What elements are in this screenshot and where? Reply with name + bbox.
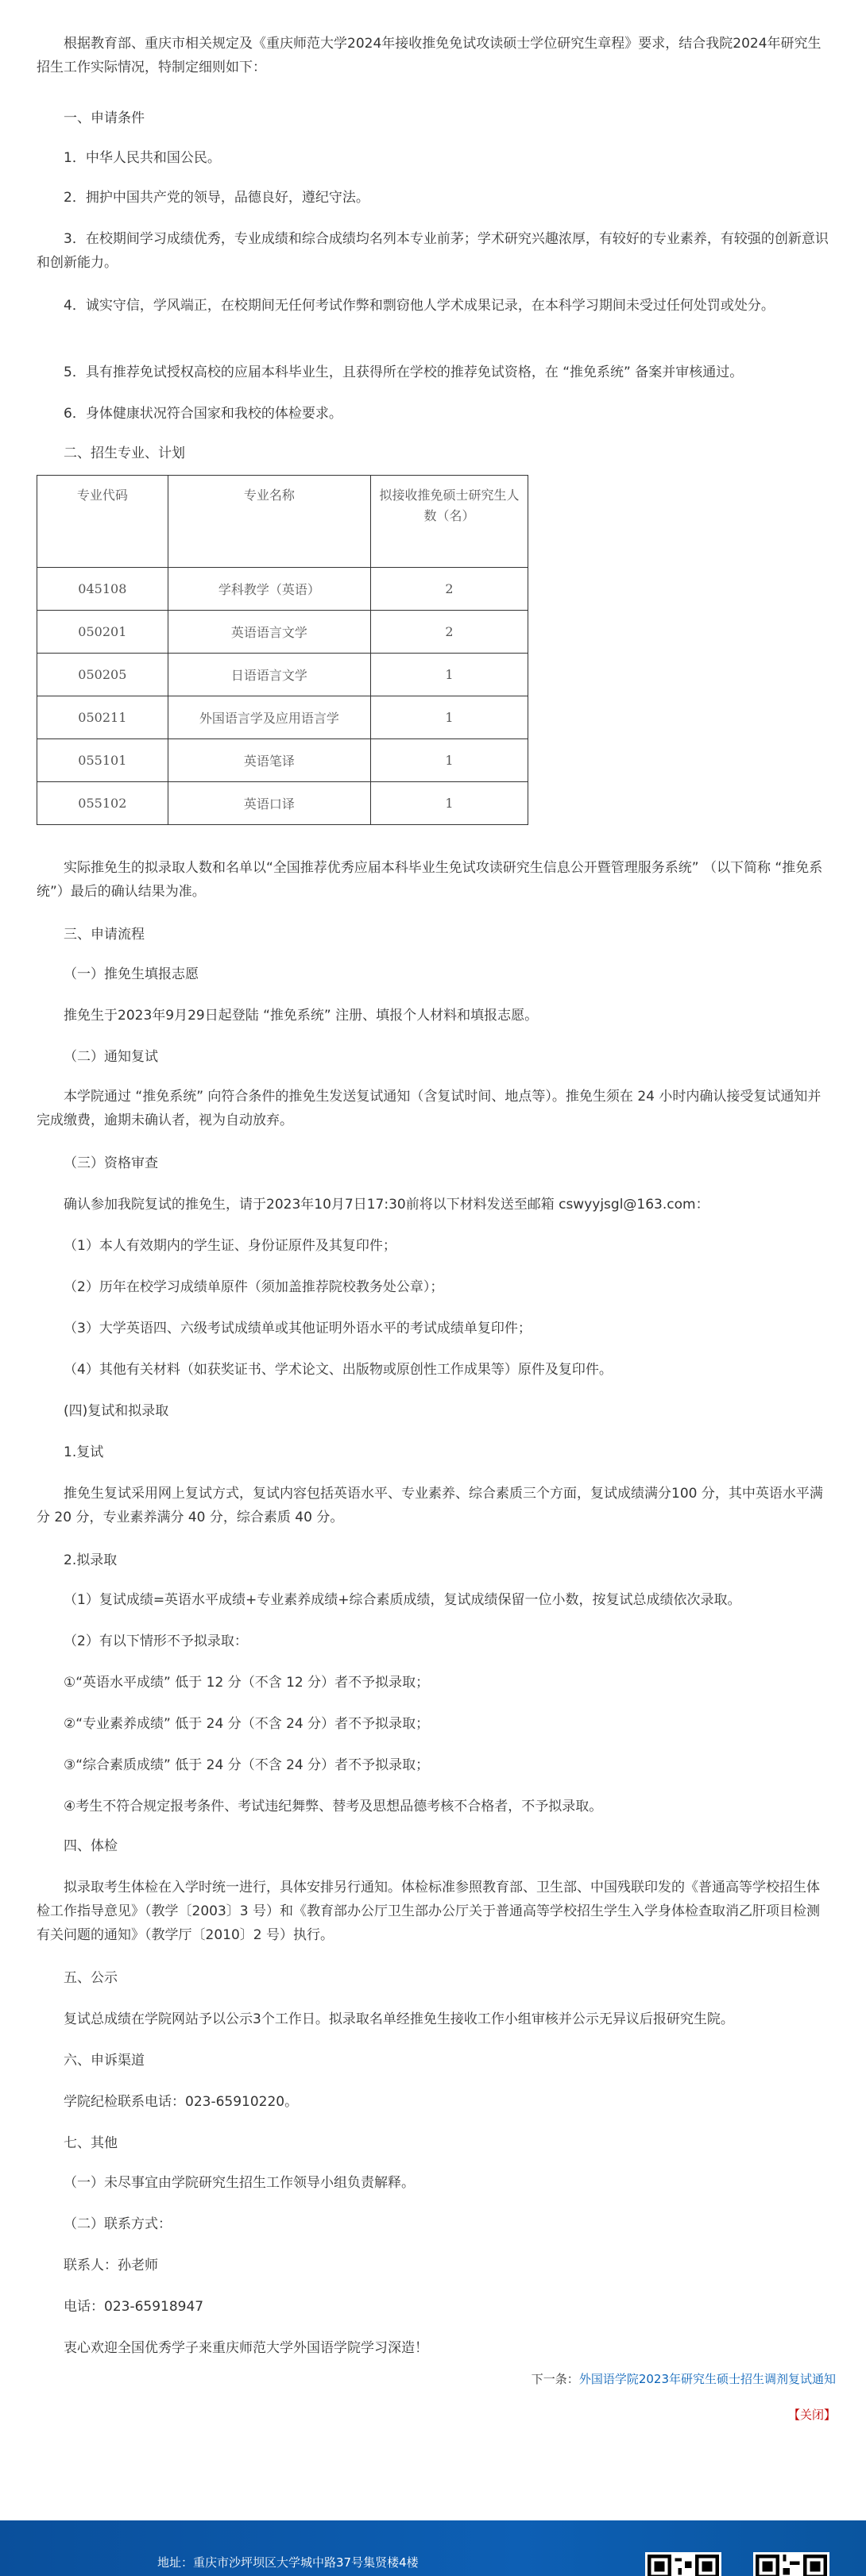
material-item: （3）大学英语四、六级考试成绩单或其他证明外语水平的考试成绩单复印件； bbox=[64, 1321, 532, 1336]
table-cell: 050205 bbox=[37, 654, 168, 696]
table-cell: 045108 bbox=[37, 568, 168, 611]
exam-text: 拟录取考生体检在入学时统一进行，具体安排另行通知。体检标准参照教育部、卫生部、中国残联印发的《普通高等学校招生体检工作指导意见》（教学〔2003〕3 号）和《教育部办公厅卫生部办公厅关于普通高等学校招生学生入学身体检查取消乙肝项目检测有关问题的通知》（教学厅〔2010〕2 号）执行。 bbox=[37, 1880, 820, 1943]
condition-item: 5．具有推荐免试授权高校的应届本科毕业生，且获得所在学校的推荐免试资格，在 “推免系统” 备案并审核通过。 bbox=[64, 364, 744, 380]
table-cell: 1 bbox=[371, 739, 528, 782]
contact-person: 联系人：孙老师 bbox=[64, 2258, 158, 2273]
section-title-other: 七、其他 bbox=[64, 2135, 118, 2151]
process-text: 推免生复试采用网上复试方式，复试内容包括英语水平、专业素养、综合素质三个方面，复试成绩满分100 分，其中英语水平满分 20 分，专业素养满分 40 分，综合素质 40 分。 bbox=[37, 1486, 823, 1525]
section-title-plan: 二、招生专业、计划 bbox=[64, 445, 185, 461]
subsection-title: 1.复试 bbox=[64, 1444, 104, 1460]
welcome-text: 衷心欢迎全国优秀学子来重庆师范大学外国语学院学习深造！ bbox=[64, 2340, 428, 2356]
other-item: （二）联系方式： bbox=[64, 2216, 172, 2232]
table-cell: 1 bbox=[371, 696, 528, 739]
condition-item: 2．拥护中国共产党的领导，品德良好，遵纪守法。 bbox=[64, 190, 369, 206]
table-row bbox=[37, 654, 528, 696]
other-item: （一）未尽事宜由学院研究生招生工作领导小组负责解释。 bbox=[64, 2175, 415, 2191]
table-cell: 外国语言学及应用语言学 bbox=[168, 696, 370, 739]
table-header-cell: 专业代码 bbox=[37, 476, 168, 568]
next-article-link[interactable]: 外国语学院2023年研究生硕士招生调剂复试通知 bbox=[578, 2372, 836, 2386]
section-title-exam: 四、体检 bbox=[64, 1838, 118, 1854]
table-row bbox=[37, 782, 528, 825]
table-cell: 学科教学（英语） bbox=[168, 568, 370, 611]
close-button[interactable]: 【关闭】 bbox=[787, 2408, 836, 2422]
condition-item: 4．诚实守信，学风端正，在校期间无任何考试作弊和剽窃他人学术成果记录，在本科学习期间未受过任何处罚或处分。 bbox=[64, 298, 775, 314]
admission-item: （2）有以下情形不予拟录取： bbox=[64, 1633, 248, 1649]
process-text: 确认参加我院复试的推免生，请于2023年10月7日17:30前将以下材料发送至邮箱 cswyyjsgl@163.com： bbox=[64, 1197, 709, 1213]
table-header-cell: 拟接收推免硕士研究生人数（名） bbox=[371, 476, 528, 568]
enrollment-plan-table bbox=[37, 475, 528, 825]
table-cell: 2 bbox=[371, 568, 528, 611]
section-title-complaint: 六、申诉渠道 bbox=[64, 2053, 145, 2069]
section-title-process: 三、申请流程 bbox=[64, 927, 145, 943]
table-cell: 050211 bbox=[37, 696, 168, 739]
subsection-title: （二）通知复试 bbox=[64, 1049, 158, 1065]
table-cell: 050201 bbox=[37, 611, 168, 654]
footer bbox=[0, 2520, 866, 2576]
plan-note: 实际推免生的拟录取人数和名单以“全国推荐优秀应届本科毕业生免试攻读研究生信息公开暨管理服务系统” （以下简称 “推免系统”）最后的确认结果为准。 bbox=[37, 860, 823, 900]
table-cell: 1 bbox=[371, 654, 528, 696]
table-cell: 1 bbox=[371, 782, 528, 825]
process-text: 本学院通过 “推免系统” 向符合条件的推免生发送复试通知（含复试时间、地点等）。推免生须在 24 小时内确认接受复试通知并完成缴费，逾期未确认者，视为自动放弃。 bbox=[37, 1089, 822, 1128]
admission-item: ③“综合素质成绩” 低于 24 分（不含 24 分）者不予拟录取； bbox=[64, 1757, 430, 1773]
admission-item: ②“专业素养成绩” 低于 24 分（不含 24 分）者不予拟录取； bbox=[64, 1716, 430, 1732]
subsection-title: （三）资格审查 bbox=[64, 1155, 158, 1171]
table-row bbox=[37, 611, 528, 654]
condition-item: 6．身体健康状况符合国家和我校的体检要求。 bbox=[64, 406, 342, 422]
next-article bbox=[532, 2370, 836, 2387]
process-text: 推免生于2023年9月29日起登陆 “推免系统” 注册、填报个人材料和填报志愿。 bbox=[64, 1008, 539, 1024]
contact-phone: 电话：023-65918947 bbox=[64, 2299, 204, 2315]
condition-item: 3．在校期间学习成绩优秀，专业成绩和综合成绩均名列本专业前茅；学术研究兴趣浓厚，有较好的专业素养，有较强的创新意识和创新能力。 bbox=[37, 231, 829, 271]
material-item: （1）本人有效期内的学生证、身份证原件及其复印件； bbox=[64, 1238, 396, 1254]
table-cell: 2 bbox=[371, 611, 528, 654]
table-cell: 英语口译 bbox=[168, 782, 370, 825]
admission-item: ④考生不符合规定报考条件、考试违纪舞弊、替考及思想品德考核不合格者，不予拟录取。 bbox=[64, 1799, 603, 1814]
condition-item: 1．中华人民共和国公民。 bbox=[64, 150, 221, 166]
material-item: （2）历年在校学习成绩单原件（须加盖推荐院校教务处公章）； bbox=[64, 1279, 444, 1295]
admission-item: ①“英语水平成绩” 低于 12 分（不含 12 分）者不予拟录取； bbox=[64, 1675, 430, 1691]
intro-paragraph: 根据教育部、重庆市相关规定及《重庆师范大学2024年接收推免免试攻读硕士学位研究生章程》要求，结合我院2024年研究生招生工作实际情况，特制定细则如下： bbox=[37, 36, 822, 75]
admission-item: （1）复试成绩=英语水平成绩+专业素养成绩+综合素质成绩，复试成绩保留一位小数，按复试总成绩依次录取。 bbox=[64, 1592, 741, 1608]
subsection-title: （一）推免生填报志愿 bbox=[64, 966, 199, 982]
footer-address: 地址：重庆市沙坪坝区大学城中路37号集贤楼4楼 bbox=[157, 2555, 419, 2570]
table-row bbox=[37, 568, 528, 611]
subsection-title: (四)复试和拟录取 bbox=[64, 1403, 169, 1419]
table-row bbox=[37, 739, 528, 782]
qr-code-icon bbox=[645, 2552, 721, 2576]
table-cell: 055101 bbox=[37, 739, 168, 782]
table-header-cell: 专业名称 bbox=[168, 476, 370, 568]
table-row bbox=[37, 696, 528, 739]
qr-code-icon bbox=[753, 2552, 829, 2576]
table-cell: 英语语言文学 bbox=[168, 611, 370, 654]
table-cell: 英语笔译 bbox=[168, 739, 370, 782]
next-label: 下一条： bbox=[531, 2372, 579, 2386]
table-cell: 日语语言文学 bbox=[168, 654, 370, 696]
subsection-title: 2.拟录取 bbox=[64, 1552, 118, 1568]
table-header-row bbox=[37, 476, 528, 568]
complaint-text: 学院纪检联系电话：023-65910220。 bbox=[64, 2094, 299, 2110]
publicity-text: 复试总成绩在学院网站予以公示3个工作日。拟录取名单经推免生接收工作小组审核并公示无异议后报研究生院。 bbox=[64, 2011, 734, 2027]
material-item: （4）其他有关材料（如获奖证书、学术论文、出版物或原创性工作成果等）原件及复印件。 bbox=[64, 1362, 613, 1378]
section-title-conditions: 一、申请条件 bbox=[64, 110, 145, 126]
table-cell: 055102 bbox=[37, 782, 168, 825]
section-title-publicity: 五、公示 bbox=[64, 1970, 118, 1986]
